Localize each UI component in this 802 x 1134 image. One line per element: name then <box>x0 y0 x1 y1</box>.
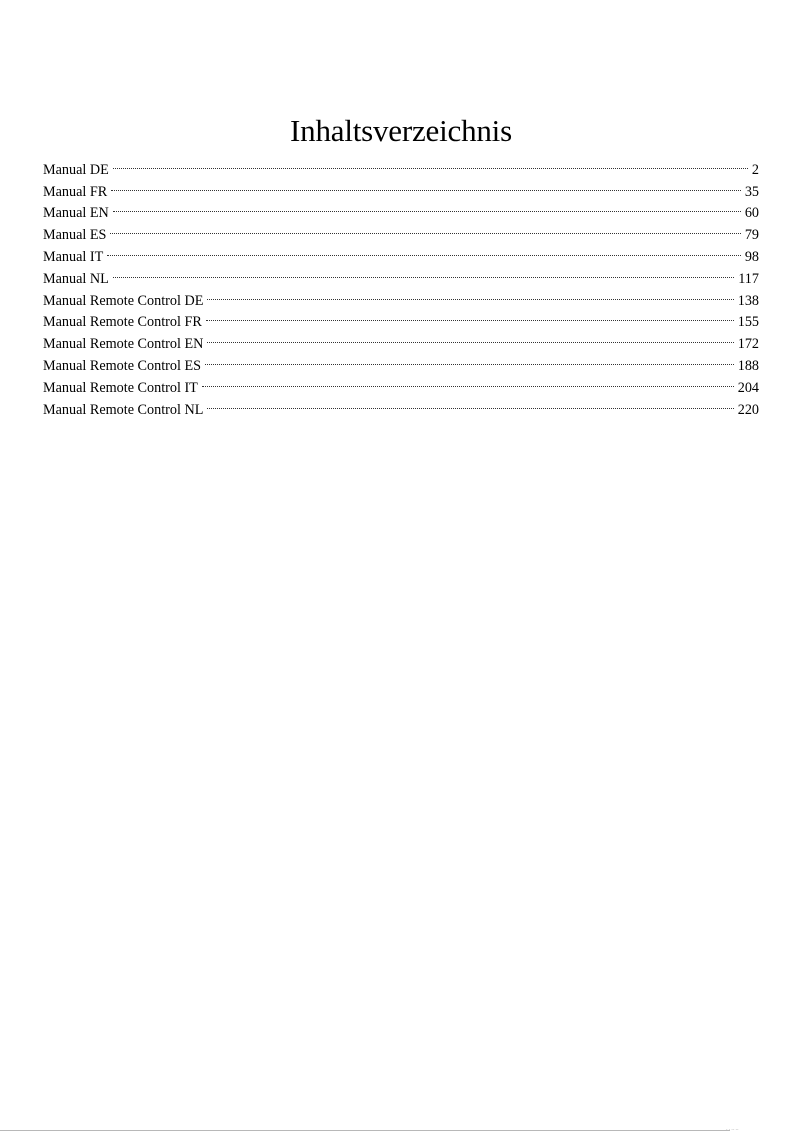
toc-dot-leader <box>207 326 733 348</box>
toc-entry-page-number: 60 <box>744 205 759 222</box>
toc-dot-leader <box>110 217 740 239</box>
toc-dot-leader <box>202 370 734 392</box>
toc-entry-label: Manual IT <box>43 248 104 265</box>
toc-entry-page-number: 117 <box>738 270 759 287</box>
toc-entry-page-number: 98 <box>744 248 759 265</box>
toc-entry-label: Manual Remote Control DE <box>43 292 204 309</box>
toc-entry-manual-it[interactable] <box>43 239 759 265</box>
toc-entry-label: Manual FR <box>43 183 108 200</box>
toc-entry-page-number: 220 <box>737 401 759 418</box>
toc-dot-leader <box>111 174 741 196</box>
page-title: Inhaltsverzeichnis <box>290 113 512 148</box>
page-footer-divider <box>0 1130 730 1131</box>
toc-entry-label: Manual NL <box>43 270 109 287</box>
toc-entry-manual-fr[interactable] <box>43 174 759 200</box>
toc-entry-label: Manual Remote Control ES <box>43 357 202 374</box>
toc-entry-page-number: 188 <box>737 357 759 374</box>
toc-entry-label: Manual Remote Control EN <box>43 336 204 353</box>
toc-dot-leader <box>206 305 734 327</box>
toc-entry-page-number: 2 <box>751 161 759 178</box>
toc-entry-label: Manual Remote Control IT <box>43 379 198 396</box>
table-of-contents <box>43 152 759 418</box>
toc-dot-leader <box>107 239 741 261</box>
toc-dot-leader <box>113 196 741 218</box>
toc-dot-leader <box>207 392 733 414</box>
toc-entry-label: Manual EN <box>43 205 109 222</box>
toc-entry-page-number: 204 <box>737 379 759 396</box>
toc-entry-label: Manual Remote Control FR <box>43 314 202 331</box>
page-footer-marks: - - -- -- <box>726 1127 739 1132</box>
toc-entry-label: Manual Remote Control NL <box>43 401 204 418</box>
toc-dot-leader <box>113 261 734 283</box>
toc-entry-page-number: 35 <box>744 183 759 200</box>
toc-entry-label: Manual DE <box>43 161 109 178</box>
toc-entry-manual-de[interactable] <box>43 152 759 178</box>
toc-dot-leader <box>113 152 748 174</box>
toc-entry-manual-nl[interactable] <box>43 261 759 287</box>
toc-entry-remote-control-de[interactable] <box>43 283 759 309</box>
toc-entry-manual-en[interactable] <box>43 196 759 222</box>
toc-entry-page-number: 79 <box>744 227 759 244</box>
toc-entry-label: Manual ES <box>43 227 107 244</box>
toc-dot-leader <box>205 348 734 370</box>
toc-entry-page-number: 155 <box>737 314 759 331</box>
toc-entry-manual-es[interactable] <box>43 217 759 244</box>
toc-dot-leader <box>207 283 733 305</box>
toc-entry-page-number: 172 <box>737 336 759 353</box>
toc-entry-page-number: 138 <box>737 292 759 309</box>
